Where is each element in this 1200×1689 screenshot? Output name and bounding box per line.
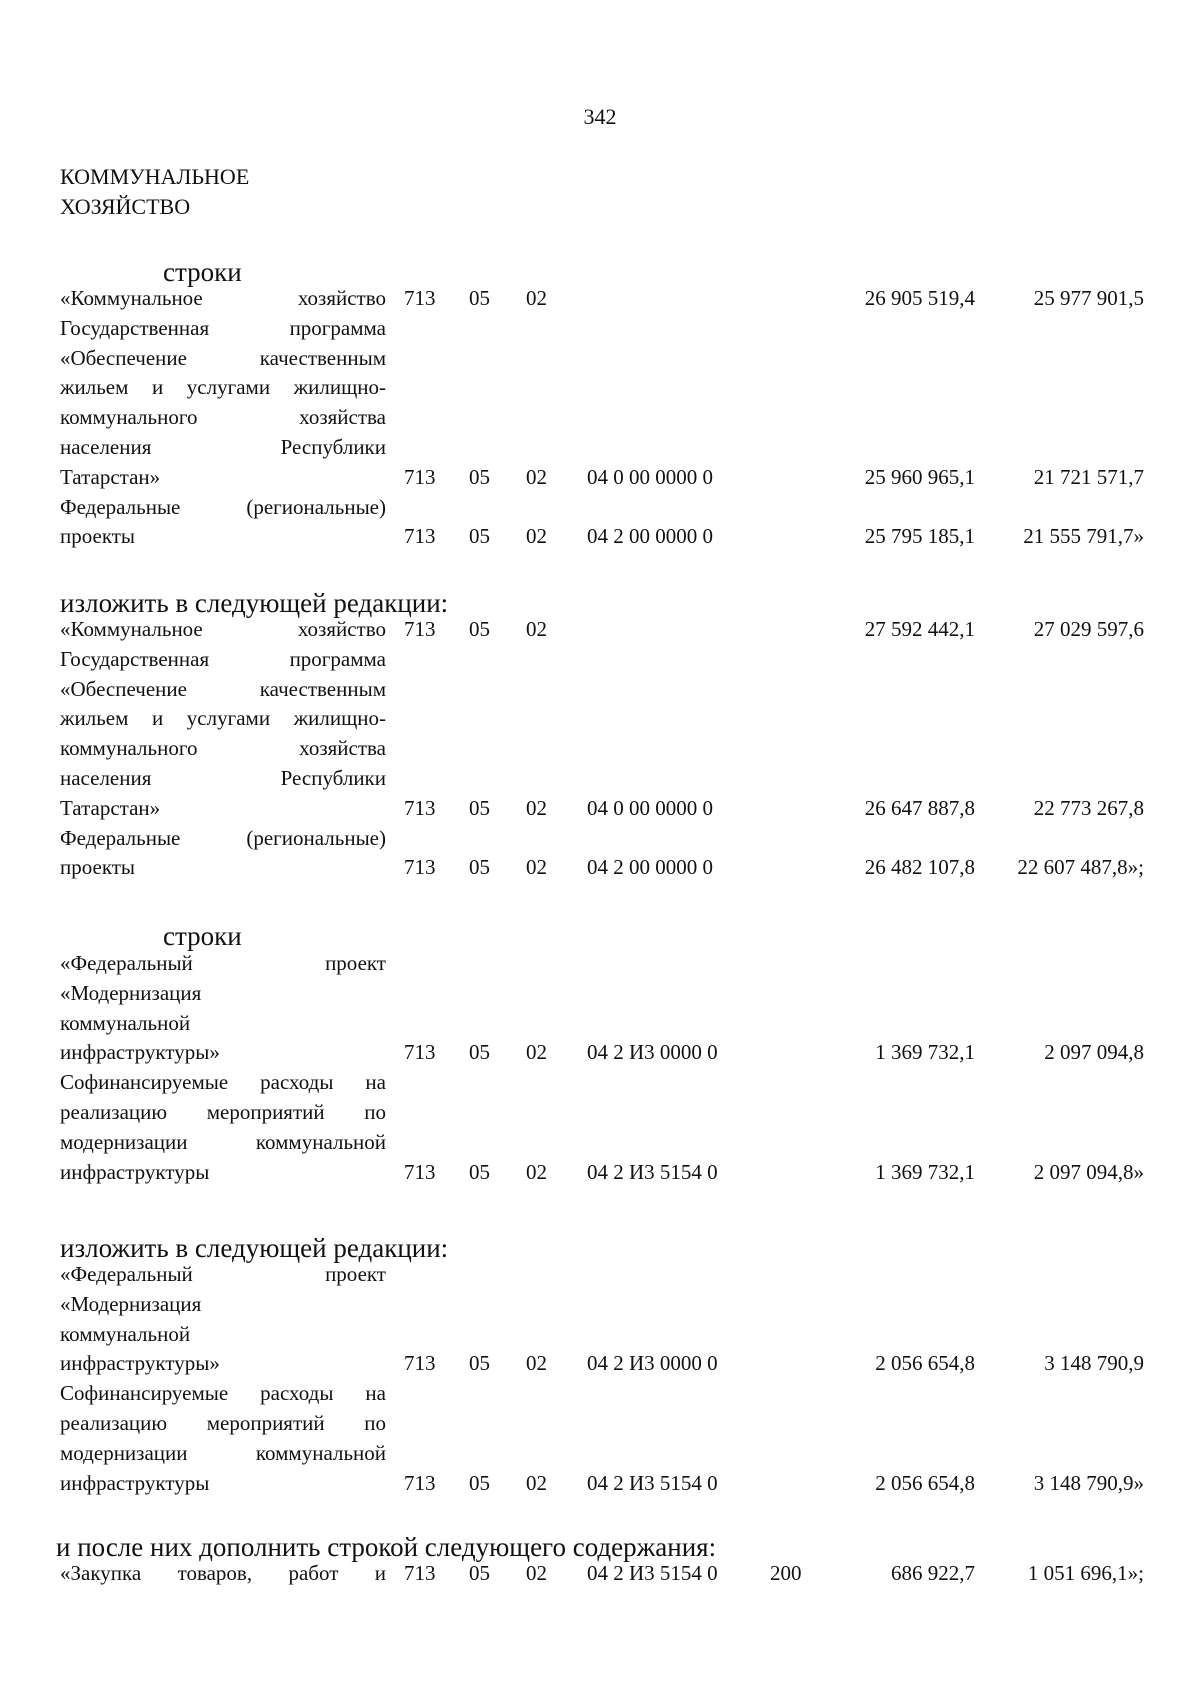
section-code: 05 [469,464,490,489]
row-name: «Обеспечение качественным [60,345,386,370]
section-code: 05 [469,795,490,820]
amount-second: 3 148 790,9» [1033,1470,1144,1495]
row-name: Татарстан» [60,464,161,489]
row-name: «Коммунальное хозяйство [60,286,386,310]
row-name: модернизации коммунальной [60,1440,386,1465]
amount-second: 21 555 791,7» [1023,524,1144,549]
subsection-code: 02 [526,1040,547,1065]
table-row [0,951,1200,981]
page-number: 342 [583,104,617,129]
table-row [0,375,1200,405]
amount-first: 2 056 654,8 [875,1351,975,1376]
table-row [0,1561,1200,1591]
target-code: 04 2 И3 5154 0 [587,1470,718,1495]
table-row [0,1100,1200,1130]
subsection-code: 02 [526,464,547,489]
section-code: 05 [469,1561,490,1585]
lead-text: изложить в следующей редакции: [60,1233,449,1263]
amount-second: 3 148 790,9 [1044,1351,1144,1376]
ministry-code: 713 [404,1561,436,1585]
section-heading [60,162,249,222]
row-name: Государственная программа [60,315,386,340]
ministry-code: 713 [404,1351,436,1376]
lead-text: и после них дополнить строкой следующего содержания: [56,1532,717,1562]
row-name: проекты [60,524,136,549]
section-code: 05 [469,1040,490,1065]
lead-text: строки [163,921,242,951]
target-code: 04 2 И3 5154 0 [587,1561,718,1585]
row-name: «Модернизация [60,1291,202,1316]
table-row [0,617,1200,647]
table-row [0,316,1200,346]
row-name: «Федеральный проект [60,951,386,975]
table-row [0,1381,1200,1411]
ministry-code: 713 [404,464,436,489]
table-row [0,796,1200,826]
heading-line: КОММУНАЛЬНОЕ [60,164,250,189]
subsection-code: 02 [526,617,547,641]
amount-first: 2 056 654,8 [875,1470,975,1495]
subsection-code: 02 [526,286,547,310]
target-code: 04 2 И3 0000 0 [587,1351,718,1376]
row-name: населения Республики [60,766,386,790]
subsection-code: 02 [526,1561,547,1585]
target-code: 04 0 00 0000 0 [587,795,713,820]
table-row [0,826,1200,856]
row-name: «Закупка товаров, работ и [60,1561,386,1585]
ministry-code: 713 [404,855,436,880]
subsection-code: 02 [526,795,547,820]
table-row [0,1322,1200,1352]
amount-first: 1 369 732,1 [875,1159,975,1184]
subsection-code: 02 [526,1470,547,1495]
subsection-code: 02 [526,1351,547,1376]
row-name: Татарстан» [60,795,161,820]
ministry-code: 713 [404,286,436,310]
row-name: жильем и услугами жилищно- [60,706,386,731]
amount-first: 27 592 442,1 [864,617,975,641]
row-name: коммунального хозяйства [60,736,386,761]
row-name: коммунальной [60,1010,191,1035]
amount-second: 22 773 267,8 [1033,795,1144,820]
table-row [0,677,1200,707]
table-row [0,1070,1200,1100]
heading-line: ХОЗЯЙСТВО [60,194,191,219]
row-name: Софинансируемые расходы на [60,1070,386,1095]
table-row [0,736,1200,766]
ministry-code: 713 [404,524,436,549]
amount-second: 22 607 487,8»; [1017,855,1144,880]
row-name: «Федеральный проект [60,1262,386,1286]
table-row [0,1262,1200,1292]
table-row [0,706,1200,736]
row-name: инфраструктуры» [60,1351,220,1376]
table-row [0,1351,1200,1381]
table-row [0,855,1200,885]
ministry-code: 713 [404,1159,436,1184]
section-code: 05 [469,1159,490,1184]
table-row [0,1411,1200,1441]
table-row [0,495,1200,525]
amount-first: 1 369 732,1 [875,1040,975,1065]
target-code: 04 2 И3 0000 0 [587,1040,718,1065]
table-row [0,1040,1200,1070]
amount-second: 2 097 094,8 [1044,1040,1144,1065]
ministry-code: 713 [404,617,436,641]
table-row [0,1011,1200,1041]
target-code: 04 2 00 0000 0 [587,855,713,880]
row-name: «Обеспечение качественным [60,676,386,701]
amount-second: 21 721 571,7 [1033,464,1144,489]
amount-second: 2 097 094,8» [1033,1159,1144,1184]
target-code: 04 2 И3 5154 0 [587,1159,718,1184]
lead-text: строки [163,257,242,287]
table-row [0,1160,1200,1190]
section-code: 05 [469,617,490,641]
table-row [0,1130,1200,1160]
row-name: Софинансируемые расходы на [60,1381,386,1406]
subsection-code: 02 [526,524,547,549]
table-row [0,1292,1200,1322]
table-row [0,435,1200,465]
table-row [0,524,1200,554]
table-row [0,766,1200,796]
table-row [0,286,1200,316]
row-name: Федеральные (региональные) [60,494,386,519]
target-code: 04 2 00 0000 0 [587,524,713,549]
ministry-code: 713 [404,795,436,820]
subsection-code: 02 [526,855,547,880]
amount-first: 26 482 107,8 [864,855,975,880]
ministry-code: 713 [404,1040,436,1065]
row-name: модернизации коммунальной [60,1129,386,1154]
section-code: 05 [469,286,490,310]
section-code: 05 [469,855,490,880]
section-code: 05 [469,1470,490,1495]
row-name: коммунального хозяйства [60,405,386,430]
table-row [0,405,1200,435]
amount-second: 27 029 597,6 [1033,617,1144,641]
row-name: «Коммунальное хозяйство [60,617,386,641]
amount-first: 25 960 965,1 [864,464,975,489]
lead-text: изложить в следующей редакции: [60,588,449,618]
amount-second: 25 977 901,5 [1033,286,1144,310]
row-name: реализацию мероприятий по [60,1411,386,1435]
row-name: «Модернизация [60,980,202,1005]
row-name: населения Республики [60,435,386,459]
row-name: инфраструктуры [60,1470,210,1495]
row-name: проекты [60,855,136,880]
amount-first: 26 905 519,4 [864,286,975,310]
row-name: жильем и услугами жилищно- [60,375,386,400]
row-name: коммунальной [60,1321,191,1346]
section-code: 05 [469,524,490,549]
amount-second: 1 051 696,1»; [1027,1561,1144,1585]
amount-first: 25 795 185,1 [864,524,975,549]
row-name: Федеральные (региональные) [60,825,386,850]
row-name: инфраструктуры [60,1159,210,1184]
row-name: реализацию мероприятий по [60,1100,386,1124]
table-row [0,346,1200,376]
ministry-code: 713 [404,1470,436,1495]
subsection-code: 02 [526,1159,547,1184]
row-name: Государственная программа [60,646,386,671]
amount-first: 26 647 887,8 [864,795,975,820]
table-row [0,647,1200,677]
table-row [0,981,1200,1011]
amount-first: 686 922,7 [891,1561,975,1585]
table-row [0,465,1200,495]
target-code: 04 0 00 0000 0 [587,464,713,489]
table-row [0,1471,1200,1501]
section-code: 05 [469,1351,490,1376]
expense-code: 200 [770,1561,802,1585]
row-name: инфраструктуры» [60,1040,220,1065]
table-row [0,1441,1200,1471]
